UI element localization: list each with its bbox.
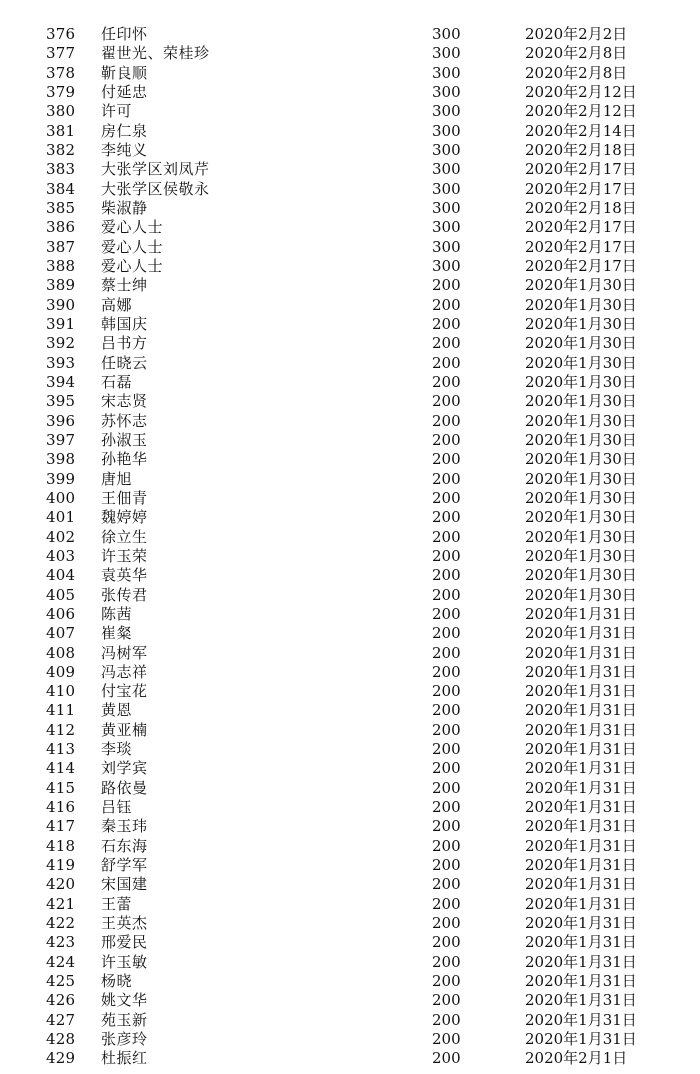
donation-date: 2020年2月17日 [525,160,637,179]
donation-amount: 300 [432,63,461,82]
donation-date: 2020年1月31日 [525,778,637,797]
row-number: 376 [46,25,76,43]
donation-amount: 200 [432,411,461,430]
donation-date: 2020年1月31日 [525,759,637,778]
donation-amount: 200 [432,952,461,971]
table-row [0,798,700,817]
donation-amount: 200 [432,585,461,604]
table-row [0,44,700,63]
row-number: 379 [46,82,76,101]
donation-date: 2020年1月31日 [525,662,637,681]
row-number: 400 [46,488,76,507]
donor-name: 靳良顺 [101,63,148,82]
table-row [0,160,700,179]
donation-date: 2020年1月30日 [525,546,637,565]
donation-date: 2020年1月30日 [525,295,637,314]
donation-date: 2020年1月30日 [525,314,637,333]
donation-amount: 200 [432,972,461,991]
donor-name: 房仁泉 [101,121,148,140]
row-number: 419 [46,856,76,875]
donation-amount: 200 [432,856,461,875]
row-number: 422 [46,914,76,933]
table-row [0,991,700,1010]
table-row [0,682,700,701]
donor-name: 王佃青 [101,488,148,507]
donation-amount: 300 [432,237,461,256]
donor-name: 徐立生 [101,527,148,546]
row-number: 417 [46,817,76,836]
row-number: 401 [46,508,76,527]
donor-name: 陈茜 [101,604,133,623]
row-number: 386 [46,218,76,237]
donor-name: 吕书方 [101,334,148,353]
table-row [0,141,700,160]
donation-date: 2020年1月31日 [525,682,637,701]
donor-name: 秦玉玮 [101,817,148,836]
donation-amount: 200 [432,469,461,488]
donor-name: 姚文华 [101,991,148,1010]
donor-name: 柴淑静 [101,198,148,217]
donor-name: 孙淑玉 [101,430,148,449]
donation-amount: 200 [432,740,461,759]
donation-amount: 300 [432,82,461,101]
donor-name: 路依曼 [101,778,148,797]
table-row [0,122,700,141]
row-number: 423 [46,933,76,952]
donor-name: 冯志祥 [101,662,148,681]
donation-date: 2020年1月30日 [525,411,637,430]
donation-date: 2020年1月31日 [525,894,637,913]
donation-amount: 200 [432,1010,461,1029]
donor-name: 付宝花 [101,682,148,701]
donation-date: 2020年1月31日 [525,856,637,875]
table-row [0,586,700,605]
row-number: 392 [46,334,76,353]
row-number: 427 [46,1010,76,1029]
donation-amount: 200 [432,353,461,372]
donation-date: 2020年1月30日 [525,392,637,411]
donation-date: 2020年1月30日 [525,334,637,353]
table-row [0,1049,700,1068]
row-number: 406 [46,604,76,623]
donor-name: 张传君 [101,585,148,604]
donation-date: 2020年1月30日 [525,353,637,372]
donation-amount: 200 [432,682,461,701]
row-number: 390 [46,295,76,314]
donation-date: 2020年1月31日 [525,972,637,991]
donor-name: 冯树军 [101,643,148,662]
table-row [0,701,700,720]
row-number: 415 [46,778,76,797]
donor-name: 杜振红 [101,1049,148,1068]
donor-name: 石东海 [101,836,148,855]
row-number: 384 [46,179,76,198]
donation-date: 2020年1月30日 [525,527,637,546]
row-number: 409 [46,662,76,681]
donation-date: 2020年2月17日 [525,256,637,275]
donor-name: 邢爱民 [101,933,148,952]
donor-name: 舒学军 [101,856,148,875]
donor-name: 大张学区侯敬永 [101,179,210,198]
table-row [0,218,700,237]
row-number: 394 [46,372,76,391]
donation-date: 2020年2月17日 [525,237,637,256]
donation-amount: 200 [432,933,461,952]
donation-amount: 200 [432,430,461,449]
row-number: 396 [46,411,76,430]
table-row [0,856,700,875]
donation-date: 2020年1月31日 [525,720,637,739]
donation-amount: 200 [432,701,461,720]
donation-date: 2020年1月31日 [525,914,637,933]
donation-date: 2020年1月31日 [525,952,637,971]
table-row [0,470,700,489]
row-number: 383 [46,160,76,179]
donor-name: 任印怀 [101,25,148,43]
table-row [0,431,700,450]
table-row [0,25,700,44]
table-row [0,102,700,121]
donation-date: 2020年1月30日 [525,372,637,391]
donation-date: 2020年1月31日 [525,933,637,952]
row-number: 391 [46,314,76,333]
donor-name: 魏婷婷 [101,508,148,527]
donation-date: 2020年1月30日 [525,566,637,585]
donation-date: 2020年1月30日 [525,508,637,527]
donation-amount: 200 [432,488,461,507]
table-row [0,972,700,991]
row-number: 411 [46,701,76,720]
donor-name: 苏怀志 [101,411,148,430]
donor-name: 石磊 [101,372,133,391]
donation-date: 2020年1月31日 [525,836,637,855]
donor-name: 爱心人士 [101,218,164,237]
donation-amount: 200 [432,276,461,295]
donor-name: 高娜 [101,295,133,314]
donor-name: 孙艳华 [101,450,148,469]
donation-amount: 200 [432,991,461,1010]
donation-amount: 200 [432,778,461,797]
donation-amount: 200 [432,1030,461,1049]
row-number: 408 [46,643,76,662]
table-row [0,547,700,566]
row-number: 429 [46,1049,76,1068]
donation-date: 2020年2月1日 [525,1049,628,1068]
table-row [0,354,700,373]
table-row [0,334,700,353]
row-number: 399 [46,469,76,488]
table-row [0,817,700,836]
donation-amount: 200 [432,527,461,546]
donation-amount: 300 [432,121,461,140]
row-number: 426 [46,991,76,1010]
table-row [0,624,700,643]
table-row [0,180,700,199]
donation-date: 2020年2月12日 [525,102,637,121]
table-row [0,914,700,933]
donation-amount: 300 [432,44,461,63]
row-number: 412 [46,720,76,739]
donation-amount: 200 [432,450,461,469]
table-row [0,373,700,392]
table-row [0,721,700,740]
donor-name: 苑玉新 [101,1010,148,1029]
donation-amount: 300 [432,160,461,179]
row-number: 381 [46,121,76,140]
donation-amount: 300 [432,25,461,43]
donation-date: 2020年1月30日 [525,276,637,295]
row-number: 420 [46,875,76,894]
donor-name: 王英杰 [101,914,148,933]
donor-name: 蔡士绅 [101,276,148,295]
donation-date: 2020年2月14日 [525,121,637,140]
row-number: 387 [46,237,76,256]
row-number: 397 [46,430,76,449]
row-number: 380 [46,102,76,121]
table-row [0,663,700,682]
row-number: 398 [46,450,76,469]
row-number: 428 [46,1030,76,1049]
donation-date: 2020年1月30日 [525,430,637,449]
donor-name: 王蕾 [101,894,133,913]
donation-amount: 200 [432,759,461,778]
table-row [0,315,700,334]
donation-amount: 200 [432,604,461,623]
donor-name: 唐旭 [101,469,133,488]
donation-date: 2020年2月18日 [525,198,637,217]
table-row [0,257,700,276]
row-number: 424 [46,952,76,971]
donor-name: 袁英华 [101,566,148,585]
donation-amount: 200 [432,875,461,894]
table-row [0,412,700,431]
donor-name: 任晓云 [101,353,148,372]
row-number: 388 [46,256,76,275]
donor-name: 黄恩 [101,701,133,720]
donation-date: 2020年2月12日 [525,82,637,101]
table-row [0,759,700,778]
donation-amount: 200 [432,1049,461,1068]
donation-date: 2020年1月31日 [525,701,637,720]
donor-name: 爱心人士 [101,256,164,275]
donation-amount: 300 [432,179,461,198]
donor-name: 翟世光、荣桂珍 [101,44,210,63]
donation-amount: 200 [432,624,461,643]
donation-amount: 200 [432,914,461,933]
table-row [0,528,700,547]
donation-list [0,25,700,1069]
donor-name: 崔粲 [101,624,133,643]
donation-amount: 200 [432,836,461,855]
row-number: 413 [46,740,76,759]
donation-date: 2020年2月2日 [525,25,628,43]
table-row [0,933,700,952]
donation-amount: 300 [432,218,461,237]
donation-date: 2020年1月31日 [525,991,637,1010]
donation-date: 2020年1月31日 [525,643,637,662]
donation-amount: 300 [432,102,461,121]
donation-amount: 200 [432,508,461,527]
donation-date: 2020年2月17日 [525,179,637,198]
row-number: 402 [46,527,76,546]
donation-date: 2020年1月30日 [525,450,637,469]
donor-name: 吕钰 [101,798,133,817]
table-row [0,605,700,624]
table-row [0,875,700,894]
table-row [0,392,700,411]
row-number: 393 [46,353,76,372]
table-row [0,450,700,469]
table-row [0,199,700,218]
table-row [0,508,700,527]
row-number: 404 [46,566,76,585]
donation-date: 2020年2月18日 [525,140,637,159]
row-number: 377 [46,44,76,63]
table-row [0,953,700,972]
table-row [0,489,700,508]
donation-amount: 200 [432,314,461,333]
donation-date: 2020年1月31日 [525,740,637,759]
donation-date: 2020年1月31日 [525,1030,637,1049]
donation-date: 2020年2月8日 [525,44,628,63]
row-number: 382 [46,140,76,159]
donation-amount: 200 [432,720,461,739]
donor-name: 爱心人士 [101,237,164,256]
row-number: 414 [46,759,76,778]
donation-amount: 200 [432,643,461,662]
donor-name: 杨晓 [101,972,133,991]
row-number: 395 [46,392,76,411]
donation-amount: 200 [432,798,461,817]
donation-amount: 200 [432,295,461,314]
donation-amount: 200 [432,546,461,565]
donation-date: 2020年1月30日 [525,488,637,507]
donation-date: 2020年1月31日 [525,1010,637,1029]
table-row [0,895,700,914]
donation-amount: 200 [432,662,461,681]
row-number: 403 [46,546,76,565]
table-row [0,740,700,759]
donor-name: 宋志贤 [101,392,148,411]
table-row [0,296,700,315]
table-row [0,837,700,856]
row-number: 378 [46,63,76,82]
donor-name: 刘学宾 [101,759,148,778]
donation-amount: 300 [432,198,461,217]
donation-amount: 300 [432,140,461,159]
row-number: 405 [46,585,76,604]
donation-amount: 300 [432,256,461,275]
donation-date: 2020年2月8日 [525,63,628,82]
donor-name: 付延忠 [101,82,148,101]
table-row [0,64,700,83]
row-number: 421 [46,894,76,913]
donor-name: 许玉敏 [101,952,148,971]
table-row [0,1030,700,1049]
row-number: 416 [46,798,76,817]
donation-amount: 200 [432,566,461,585]
donor-name: 张彦玲 [101,1030,148,1049]
row-number: 410 [46,682,76,701]
table-row [0,276,700,295]
row-number: 407 [46,624,76,643]
donor-name: 韩国庆 [101,314,148,333]
row-number: 418 [46,836,76,855]
donation-amount: 200 [432,334,461,353]
donor-name: 宋国建 [101,875,148,894]
donation-date: 2020年1月31日 [525,798,637,817]
donation-date: 2020年1月30日 [525,585,637,604]
donor-name: 李琰 [101,740,133,759]
row-number: 385 [46,198,76,217]
donation-amount: 200 [432,894,461,913]
donor-name: 黄亚楠 [101,720,148,739]
donation-amount: 200 [432,817,461,836]
row-number: 389 [46,276,76,295]
table-row [0,83,700,102]
table-row [0,644,700,663]
donation-date: 2020年1月31日 [525,624,637,643]
donation-date: 2020年1月31日 [525,604,637,623]
donor-name: 大张学区刘凤芹 [101,160,210,179]
donation-date: 2020年1月31日 [525,875,637,894]
donation-date: 2020年1月31日 [525,817,637,836]
row-number: 425 [46,972,76,991]
donation-date: 2020年1月30日 [525,469,637,488]
donor-name: 许玉荣 [101,546,148,565]
donation-amount: 200 [432,392,461,411]
donor-name: 许可 [101,102,133,121]
donation-amount: 200 [432,372,461,391]
donor-name: 李纯义 [101,140,148,159]
donation-date: 2020年2月17日 [525,218,637,237]
table-row [0,238,700,257]
table-row [0,1011,700,1030]
table-row [0,779,700,798]
table-row [0,566,700,585]
